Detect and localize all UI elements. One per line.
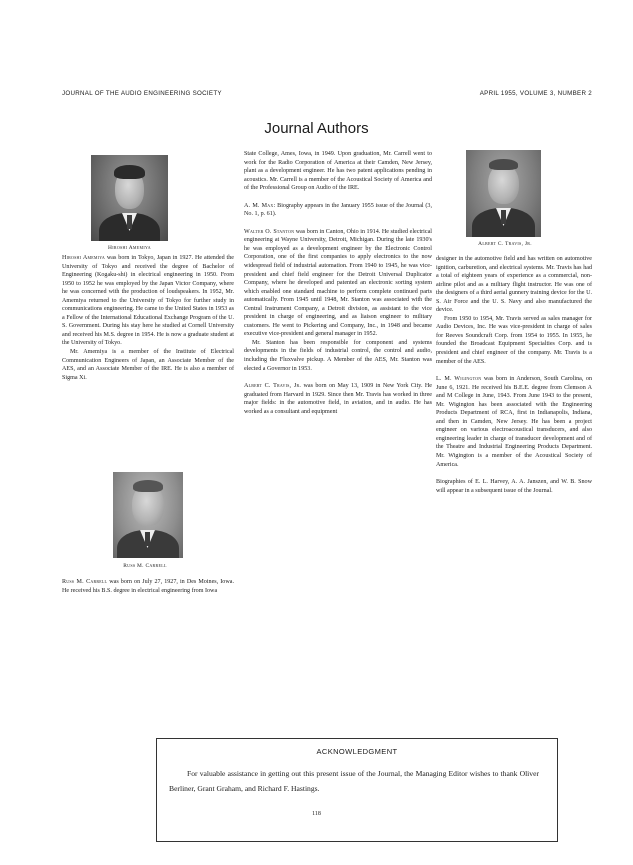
bio-amemiya: was born in Tokyo, Japan in 1927. He attended the University of Tokyo and received the degree of Bachelor of Engineering (Kogaku-shi) in electrical engineering in 1950. From 1950 to 1952 he was employed by the Japan Victor Company, where he was concerned with the production of loudspeakers. In 1952, Mr. Amemiya returned to the University of Tokyo for further study in communications engineering. He came to the United States in 1953 as a Fellow of the International Educational Exchange Program of the U. S. Government. During his stay here he studied at Cornell University and received his M.S. degree in 1954. He is now a graduate student at the University of Tokyo. <box>62 255 235 347</box>
bio-carrell: was born on July 27, 1927, in Des Moines, Iowa. He received his B.S. degree in electrical engineering from Iowa <box>62 579 234 594</box>
bio-travis-career: From 1950 to 1954, Mr. Travis served as sales manager for Audio Devices, Inc. He was vice-president in charge of sales for Reeves Soundcraft Corp. from 1954 to 1955. In 1955, he founded the Broadcast Equipment Specialties Corp. and is president and chief engineer of the company. Mr. Travis is a member of the AES. <box>436 315 592 365</box>
column-1-bottom <box>62 578 234 595</box>
author-name-amemiya: Hiroshi Amemiya <box>62 255 105 261</box>
bio-stanton-continued: Mr. Stanton has been responsible for component and systems developments in the fields of industrial control, the control and audio, including the Fluxvalve pickup. A Member of the AES, Mr. Stanton was elected a Governor in 1953. <box>244 339 432 372</box>
page-number: 118 <box>312 811 321 817</box>
caption-carrell: Russ M. Carrell <box>123 563 167 569</box>
author-name-stanton: Walter O. Stanton <box>244 228 295 235</box>
issue-info: APRIL 1955, VOLUME 3, NUMBER 2 <box>479 90 592 97</box>
photo-amemiya <box>91 155 168 241</box>
biographies-note: Biographies of E. L. Harvey, A. A. Janszen, and W. B. Snow will appear in a subsequent issue of the Journal. <box>436 479 592 494</box>
acknowledgment-text: For valuable assistance in getting out this present issue of the Journal, the Managing Editor wishes to thank Oliver Berliner, Grant Graham, and Richard F. Hastings. <box>169 769 539 793</box>
running-header <box>62 90 592 97</box>
caption-travis: Albert C. Travis, Jr. <box>478 241 532 247</box>
bio-wigington: was born in Anderson, South Carolina, on June 6, 1921. He received his B.E.E. degree from Clemson A and M College in June, 1943. From June 1943 to the present, Mr. Wigington has been associated with the Engineering Products Department of RCA, first in Indianapolis, Indiana, and then in Camden, New Jersey. He has been a project engineer on various electroacoustical transducers, and also engineering leader in charge of transducer development and of the Theatre and Industrial Engineering Products Department. Mr. Wigington is a member of the Acoustical Society of America. <box>436 376 592 468</box>
caption-amemiya: Hiroshi Amemiya <box>108 245 151 251</box>
acknowledgment-title: ACKNOWLEDGMENT <box>316 747 398 756</box>
author-name-max: A. M. Max: <box>244 202 276 209</box>
bio-travis-continued: designer in the automotive field and has written on automotive ignition, carburetion, and electrical systems. Mr. Travis has had a total of eighteen years of experience as a commercial, non-airline pilot and as a military flight instructor. He was one of the designers of a third aerial gunnery training device for the U. S. Air Force and the U. S. Navy and also manufactured the device. <box>436 256 592 314</box>
author-name-wigington: L. M. Wigington <box>436 376 482 383</box>
journal-name: JOURNAL OF THE AUDIO ENGINEERING SOCIETY <box>62 90 222 97</box>
column-3 <box>436 255 592 495</box>
page-title: Journal Authors <box>264 120 369 137</box>
column-2 <box>244 150 432 416</box>
acknowledgment-box <box>156 738 558 842</box>
bio-travis: was born on May 13, 1909 in New York City. He graduated from Harvard in 1929. Since then Mr. Travis has worked in three major fields: in the automotive field, in aviation, and in audio. He has worked as a consultant and equipment <box>244 383 432 415</box>
bio-amemiya-memberships: Mr. Amemiya is a member of the Institute of Electrical Communication Engineers of Japan, an Associate Member of the AES, and an Associate Member of the IRE. He is also a member of Sigma Xi. <box>62 349 234 381</box>
author-name-travis: Albert C. Travis, Jr. <box>244 383 302 390</box>
photo-travis <box>466 150 541 237</box>
bio-stanton: was born in Canton, Ohio in 1914. He studied electrical engineering at Wayne University, Detroit, Michigan. During the late 1930's he was employed as a development engineer by the Electronic Control Corporation, one of the first companies to apply electronics to the now widespread field of industrial automation. From 1940 to 1945, he was vice-president and chief field engineer for the Detroit Universal Duplicator Company, where he developed and patented an electronic sorting system which enabled one standard machine to perform complete continued parts automatically. From 1945 until 1948, Mr. Stanton was associated with the Central Instrument Company, a Detroit division, as assistant to the vice president in charge of engineering, and as liaison engineer to military customers. He went to Pickering and Company, Inc., in 1948 and became executive vice-president and general manager in 1952. <box>244 228 432 338</box>
photo-carrell <box>113 472 183 558</box>
bio-carrell-continued: State College, Ames, Iowa, in 1949. Upon graduation, Mr. Carrell went to work for the Radio Corporation of America at their Camden, New Jersey, plant as a development engineer. He has two patent applications pending in acoustics. Mr. Carrell is a member of the Acoustical Society of America and of the Professional Group on Audio of the IRE. <box>244 151 432 192</box>
column-1-top <box>62 254 234 382</box>
bio-max: Biography appears in the January 1955 issue of the Journal (3, No. 1, p. 61). <box>244 202 432 218</box>
author-name-carrell: Russ M. Carrell <box>62 579 108 585</box>
